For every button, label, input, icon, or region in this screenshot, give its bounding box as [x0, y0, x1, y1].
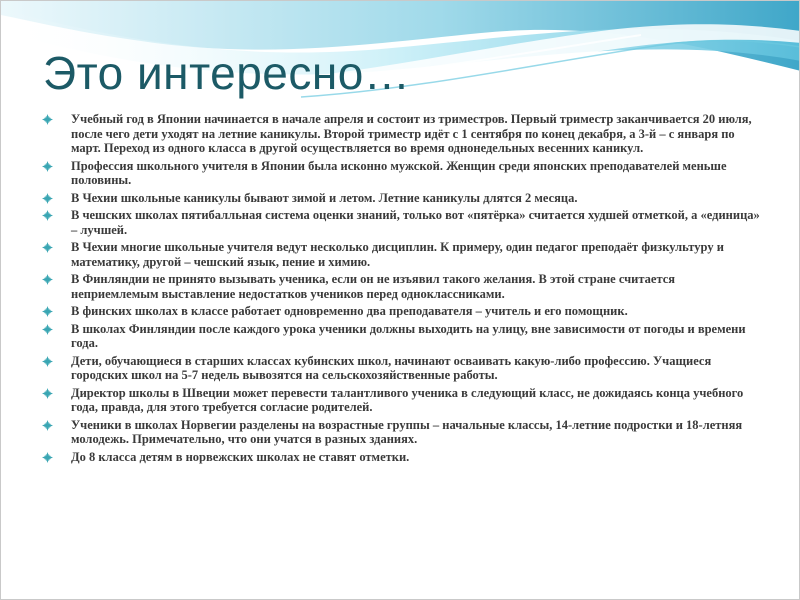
fact-text: Директор школы в Швеции может перевести талантливого ученика в следующий класс, не дожидаясь конца учебного года, правда, для этого требуется согласие родителей. — [71, 385, 744, 414]
fact-item — [41, 354, 761, 383]
fact-text: Профессия школьного учителя в Японии была исконно мужской. Женщин среди японских преподавателей меньше половины. — [71, 158, 727, 187]
fact-text: До 8 класса детям в норвежских школах не ставят отметки. — [71, 449, 410, 464]
fact-item — [41, 386, 761, 415]
teal-burst-bullet-icon — [42, 306, 53, 317]
slide-title: Это интересно… — [43, 47, 411, 99]
fact-text: В Финляндии не принято вызывать ученика, если он не изъявил такого желания. В этой стране считается неприемлемым выставление недостатков учеников перед одноклассниками. — [71, 272, 676, 301]
fact-item — [41, 112, 761, 156]
teal-burst-bullet-icon — [42, 193, 53, 204]
fact-text: В чешских школах пятибалльная система оценки знаний, только вот «пятёрка» считается худшей отметкой, а «единица» – лучшей. — [71, 208, 760, 237]
fact-item — [41, 322, 761, 351]
fact-item — [41, 418, 761, 447]
fact-item — [41, 240, 761, 269]
teal-burst-bullet-icon — [42, 388, 53, 399]
fact-text: Ученики в школах Норвегии разделены на возрастные группы – начальные классы, 14-летние подростки и 18-летняя молодежь. Примечательно, что они учатся в разных зданиях. — [71, 417, 743, 446]
fact-text: В школах Финляндии после каждого урока ученики должны выходить на улицу, вне зависимости от погоды и времени года. — [71, 321, 746, 350]
fact-text: В финских школах в классе работает одновременно два преподавателя – учитель и его помощник. — [71, 304, 628, 318]
teal-burst-bullet-icon — [42, 161, 53, 172]
fact-item — [41, 191, 761, 206]
fact-item — [41, 159, 761, 188]
teal-burst-bullet-icon — [42, 210, 53, 221]
teal-burst-bullet-icon — [42, 356, 53, 367]
fact-item — [41, 304, 761, 319]
teal-burst-bullet-icon — [42, 452, 53, 463]
teal-burst-bullet-icon — [42, 420, 53, 431]
facts-list — [41, 112, 761, 467]
fact-text: Учебный год в Японии начинается в начале апреля и состоит из триместров. Первый триместр заканчивается 20 июля, после чего дети уходят на летние каникулы. Второй триместр идёт с 1 сентября по конец декабря, а 3-й – с января по март. Переход из одного класса в другой осуществляется во время однонедельных весенних каникул. — [71, 112, 752, 155]
teal-burst-bullet-icon — [42, 274, 53, 285]
teal-burst-bullet-icon — [42, 324, 53, 335]
fact-text: В Чехии многие школьные учителя ведут несколько дисциплин. К примеру, один педагог преподаёт физкультуру и математику, другой – чешский язык, пение и химию. — [71, 240, 724, 269]
teal-burst-bullet-icon — [42, 242, 53, 253]
fact-text: В Чехии школьные каникулы бывают зимой и летом. Летние каникулы длятся 2 месяца. — [71, 190, 578, 205]
teal-burst-bullet-icon — [42, 114, 53, 125]
fact-item — [41, 450, 761, 465]
fact-text: Дети, обучающиеся в старших классах кубинских школ, начинают осваивать какую-либо профессию. Учащиеся городских школ на 5-7 недель вывозятся на сельскохозяйственные работы. — [71, 353, 712, 382]
fact-item — [41, 272, 761, 301]
fact-item — [41, 208, 761, 237]
